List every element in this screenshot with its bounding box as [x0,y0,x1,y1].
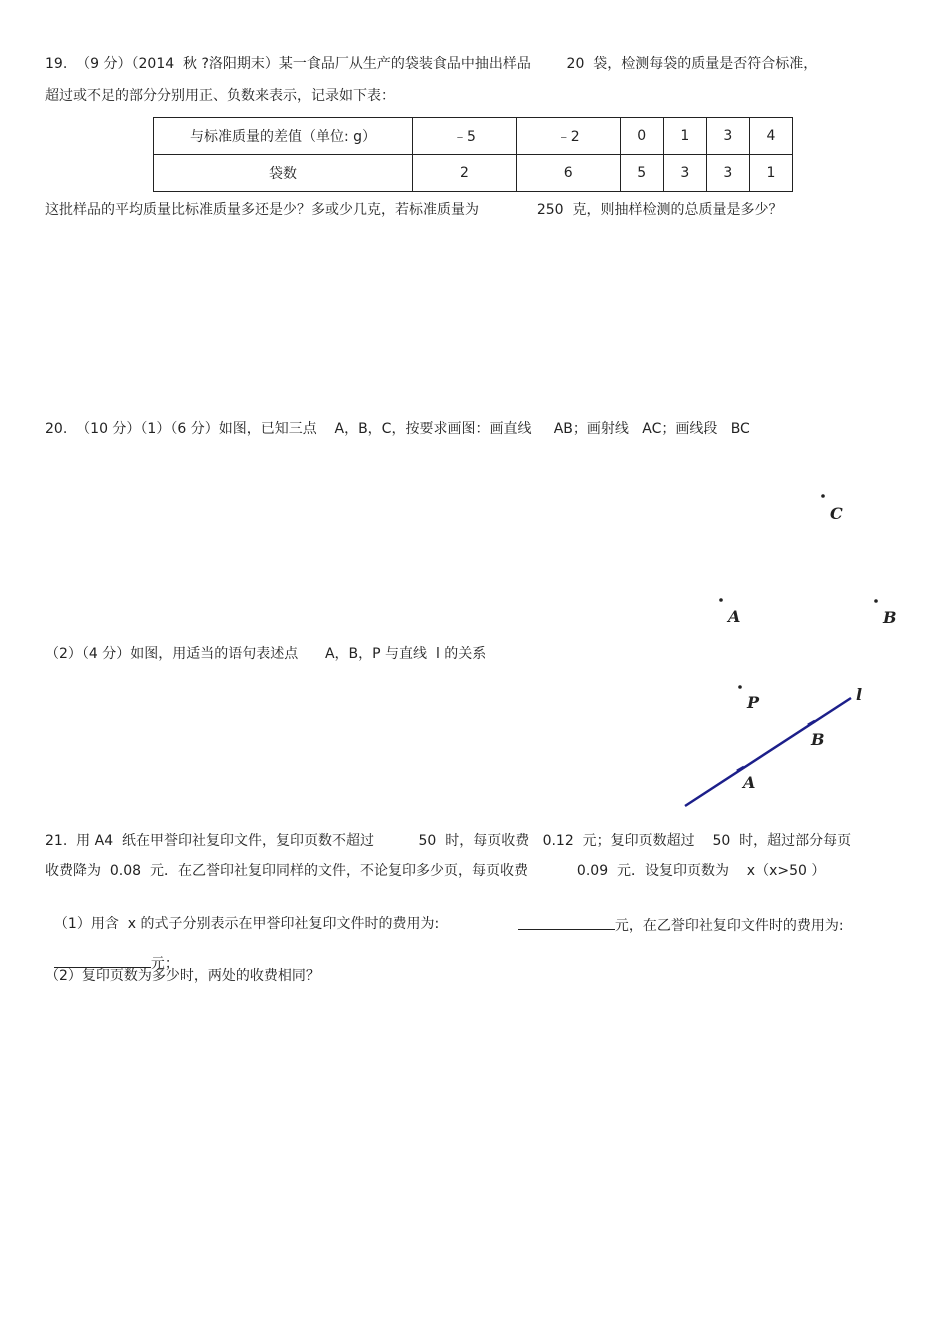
table-cell: 1 [749,155,792,192]
q21-part2: （2）复印页数为多少时，两处的收费相同？ [45,968,320,984]
q19-line2: 超过或不足的部分分别用正、负数来表示，记录如下表： [45,88,395,104]
q19-line1: 19. （9 分）（2014 秋 ?洛阳期末）某一食品厂从生产的袋装食品中抽出样品 20 袋，检测每袋的质量是否符合标准， [45,56,818,72]
table-cell: 3 [663,155,706,192]
table-header-cell: 袋数 [154,155,413,192]
q19-question: 这批样品的平均质量比标准质量多还是少？多或少几克，若标准质量为 250 克，则抽样检测的总质量是多少？ [45,202,783,218]
answer-blank-jia[interactable] [518,915,615,930]
q21-part1-line-end [509,897,844,935]
table-cell: 5 [620,155,663,192]
point-c-label: C [830,504,843,523]
point-c [821,494,825,498]
q20-line1: 20. （10 分）（1）（6 分）如图，已知三点 A，B，C，按要求画图：画直线 AB；画射线 AC；画线段 BC [45,421,750,437]
point-p-label: P [747,693,760,712]
point-a-label: A [728,607,741,626]
answer-blank-yi[interactable] [54,953,151,968]
q21-part1-line [45,897,439,933]
table-cell: 3 [706,155,749,192]
q21-part1-text-b: 元，在乙誉印社复印文件时的费用为: [614,918,844,934]
q21-line2: 收费降为 0.08 元．在乙誉印社复印同样的文件，不论复印多少页，每页收费 0.09 元．设复印页数为 x（x>50 ） [45,863,826,879]
table-cell: ﹣2 [516,118,620,155]
mark-a [737,767,744,771]
line-l [685,698,851,806]
table-cell: 2 [413,155,517,192]
point-a [719,598,723,602]
q21-line1: 21. 用 A4 纸在甲誉印社复印文件，复印页数不超过 50 时，每页收费 0.12 元；复印页数超过 50 时，超过部分每页 [45,833,852,849]
figure-line-l [685,685,862,806]
q20-part2: （2）（4 分）如图，用适当的语句表述点 A，B，P 与直线 l 的关系 [45,646,487,662]
table-cell: 1 [663,118,706,155]
table-cell: 6 [516,155,620,192]
q21-part1-text: （1）用含 x 的式子分别表示在甲誉印社复印文件时的费用为: [53,916,440,932]
table-header-cell: 与标准质量的差值（单位: g） [154,118,413,155]
point-b [874,599,878,603]
table-cell: 4 [749,118,792,155]
line-l-label: l [856,685,863,704]
table-cell: 0 [620,118,663,155]
table-cell: ﹣5 [413,118,517,155]
point-p [738,685,742,689]
figure-points-abc [719,494,896,627]
line-point-b-label: B [811,730,825,749]
table-cell: 3 [706,118,749,155]
point-b-label: B [883,608,897,627]
mark-b [808,721,815,725]
line-point-a-label: A [743,773,756,792]
q21-part1-text-c: 元； [150,956,179,972]
